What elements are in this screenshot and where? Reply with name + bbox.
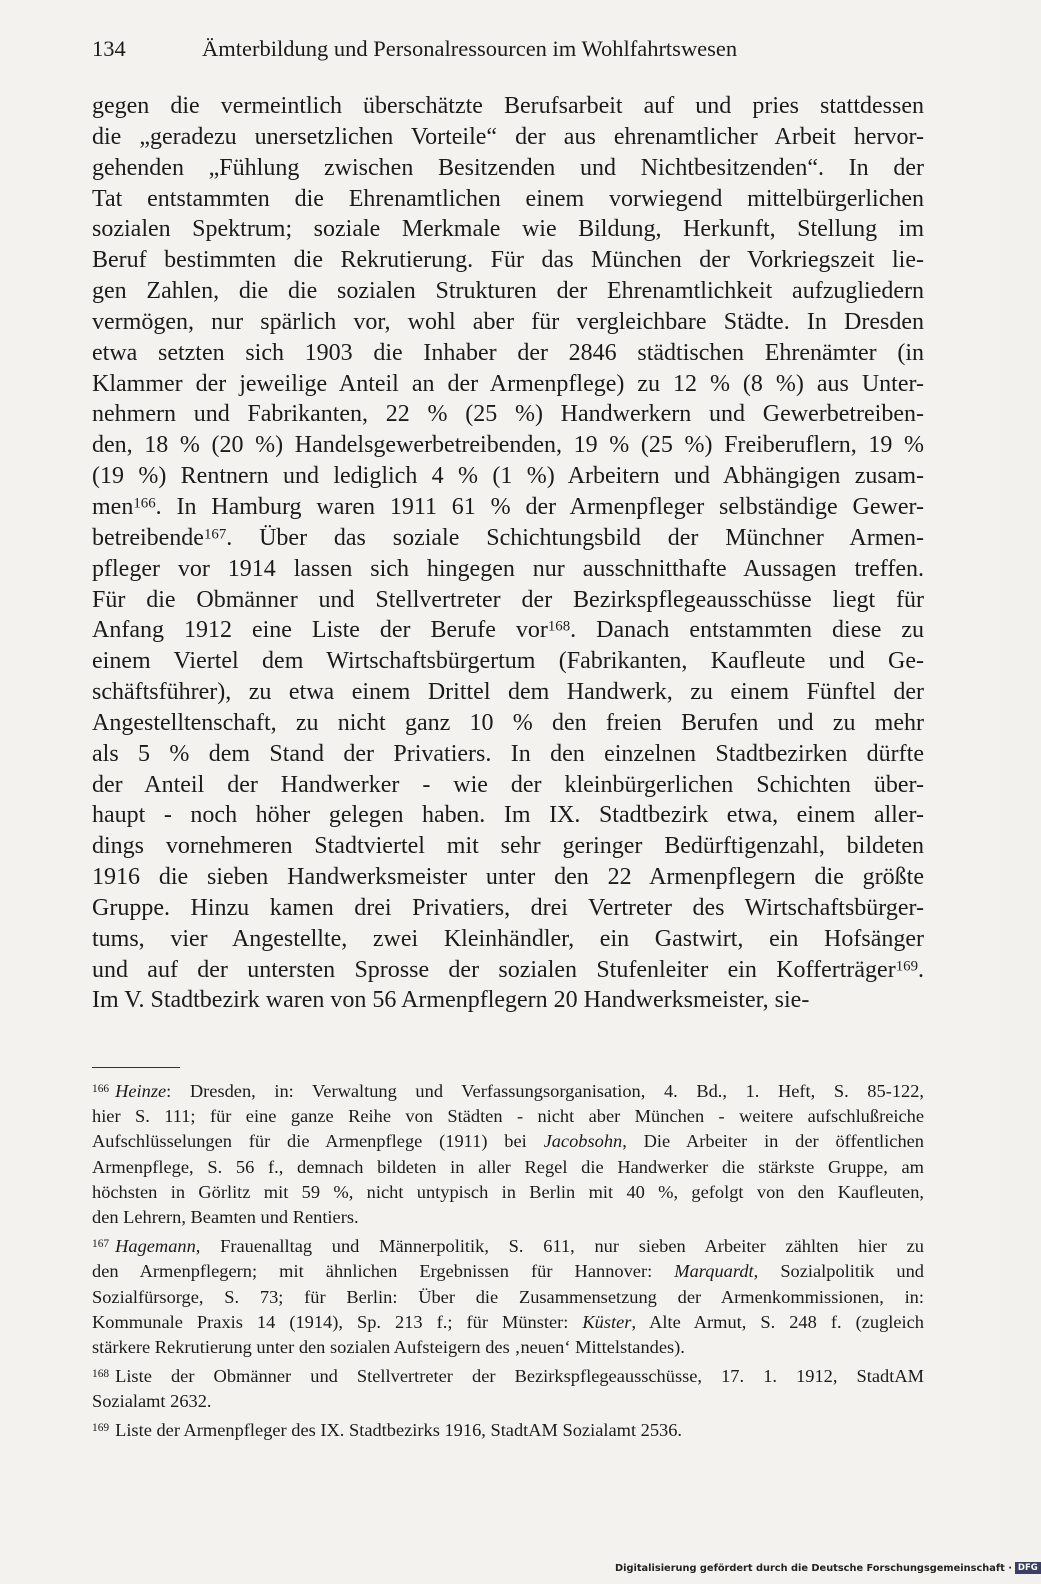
footnote-line: Armenpflege, S. 56 f., demnach bildeten in aller Regel die Handwerker die stärkste Gruppe, am bbox=[92, 1156, 924, 1177]
running-header bbox=[92, 34, 922, 64]
footnote-divider bbox=[92, 1067, 180, 1068]
footnote-author: Marquardt bbox=[674, 1261, 754, 1282]
footnote-text: den Armenpflegern; mit ähnlichen Ergebnissen für Hannover: bbox=[92, 1261, 675, 1282]
dfg-logo: DFG bbox=[1015, 1562, 1041, 1574]
footnote-line bbox=[92, 1310, 924, 1335]
text-line: 1916 die sieben Handwerksmeister unter den 22 Armenpflegern die größte bbox=[92, 864, 924, 891]
text-line: haupt - noch höher gelegen haben. Im IX. Stadtbezirk etwa, einem aller- bbox=[92, 802, 924, 829]
footnote-ref-169[interactable]: 169 bbox=[895, 957, 918, 974]
footnote-text: Liste der Obmänner und Stellvertreter der Bezirkspflegeausschüsse, 17. 1. 1912, StadtAM bbox=[115, 1366, 924, 1387]
text-line: tums, vier Angestellte, zwei Kleinhändler, ein Gastwirt, ein Hofsänger bbox=[92, 925, 924, 952]
page-number: 134 bbox=[92, 36, 126, 61]
footnote-168 bbox=[92, 1364, 924, 1389]
footnote-ref-167[interactable]: 167 bbox=[203, 526, 227, 543]
text-line: die „geradezu unersetzlichen Vorteile“ der aus ehrenamtlicher Arbeit hervor- bbox=[92, 123, 924, 150]
digitization-text: Digitalisierung gefördert durch die Deutsche Forschungsgemeinschaft · bbox=[615, 1563, 1012, 1574]
footnote-text: Kommunale Praxis 14 (1914), Sp. 213 f.; für Münster: bbox=[92, 1311, 583, 1332]
footnote-author: Jacobsohn bbox=[543, 1131, 623, 1152]
footnote-line: Sozialamt 2632. bbox=[92, 1391, 212, 1412]
text-line bbox=[92, 955, 924, 986]
text-line: pfleger vor 1914 lassen sich hingegen nur ausschnitthafte Aussagen treffen. bbox=[92, 555, 924, 582]
footnote-text: Liste der Armenpfleger des IX. Stadtbezirks 1916, StadtAM Sozialamt 2536. bbox=[115, 1420, 683, 1441]
footnote-text: : Dresden, in: Verwaltung und Verfassungsorganisation, 4. Bd., 1. Heft, S. 85-122, bbox=[166, 1081, 924, 1101]
footnote-text: , Sozialpolitik und bbox=[753, 1261, 924, 1282]
footnote-author: Hagemann bbox=[115, 1236, 196, 1257]
text-line bbox=[92, 492, 924, 523]
text-line: einem Viertel dem Wirtschaftsbürgertum (Fabrikanten, Kaufleute und Ge- bbox=[92, 648, 924, 675]
footnotes bbox=[92, 1079, 924, 1444]
footnote-number: 168 bbox=[92, 1367, 110, 1380]
text-fragment: . Danach entstammten diese zu bbox=[570, 617, 924, 644]
text-line: Für die Obmänner und Stellvertreter der Bezirkspflegeausschüsse liegt für bbox=[92, 586, 924, 613]
footnote-author: Heinze bbox=[115, 1081, 167, 1101]
footnote-167 bbox=[92, 1234, 924, 1259]
text-line: Klammer der jeweilige Anteil an der Armenpflege) zu 12 % (8 %) aus Unter- bbox=[92, 370, 924, 397]
text-line: Gruppe. Hinzu kamen drei Privatiers, drei Vertreter des Wirtschaftsbürger- bbox=[92, 894, 924, 921]
footnote-text: , Frauenalltag und Männerpolitik, S. 611, nur sieben Arbeiter zählten hier zu bbox=[195, 1236, 924, 1257]
text-line: nehmern und Fabrikanten, 22 % (25 %) Handwerkern und Gewerbetreiben- bbox=[92, 401, 924, 428]
digitization-notice bbox=[615, 1560, 1038, 1578]
text-line: gehenden „Fühlung zwischen Besitzenden und Nichtbesitzenden“. In der bbox=[92, 154, 924, 181]
footnote-number: 167 bbox=[92, 1238, 110, 1250]
text-line: dings vornehmeren Stadtviertel mit sehr geringer Bedürftigenzahl, bildeten bbox=[92, 833, 924, 860]
footnote-line: den Lehrern, Beamten und Rentiers. bbox=[92, 1206, 359, 1227]
footnote-ref-166[interactable]: 166 bbox=[133, 495, 156, 512]
text-line: (19 %) Rentnern und lediglich 4 % (1 %) Arbeitern und Abhängigen zusam- bbox=[92, 463, 924, 490]
text-line: gegen die vermeintlich überschätzte Berufsarbeit auf und pries stattdessen bbox=[92, 93, 924, 119]
text-fragment: und auf der untersten Sprosse der sozialen Stufenleiter ein Kofferträger bbox=[92, 956, 896, 983]
text-line: den, 18 % (20 %) Handelsgewerbetreibenden, 19 % (25 %) Freiberuflern, 19 % bbox=[92, 432, 924, 459]
footnote-number: 169 bbox=[92, 1422, 110, 1435]
text-line: der Anteil der Handwerker - wie der kleinbürgerlichen Schichten über- bbox=[92, 771, 924, 798]
running-title: Ämterbildung und Personalressourcen im Wohlfahrtswesen bbox=[202, 36, 738, 61]
footnote-line: stärkere Rekrutierung unter den sozialen Aufsteigern des ‚neuen‘ Mittelstandes). bbox=[92, 1336, 685, 1357]
text-fragment: . In Hamburg waren 1911 61 % der Armenpfleger selbständige Gewer- bbox=[155, 493, 924, 520]
text-line: sozialen Spektrum; soziale Merkmale wie Bildung, Herkunft, Stellung im bbox=[92, 216, 924, 243]
text-line: als 5 % dem Stand der Privatiers. In den einzelnen Stadtbezirken dürfte bbox=[92, 740, 924, 767]
text-fragment: men bbox=[92, 493, 134, 520]
footnote-text: , Die Arbeiter in der öffentlichen bbox=[622, 1131, 924, 1152]
footnote-author: Küster bbox=[582, 1311, 632, 1332]
text-fragment: Anfang 1912 eine Liste der Berufe vor bbox=[92, 617, 548, 644]
footnote-169 bbox=[92, 1418, 924, 1443]
text-line: vermögen, nur spärlich vor, wohl aber für vergleichbare Städte. In Dresden bbox=[92, 308, 924, 335]
footnote-ref-168[interactable]: 168 bbox=[547, 618, 571, 635]
footnote-number: 166 bbox=[92, 1082, 110, 1095]
text-line: schäftsführer), zu etwa einem Drittel dem Handwerk, zu einem Fünftel der bbox=[92, 679, 924, 706]
footnote-line: hier S. 111; für eine ganze Reihe von Städten - nicht aber München - weitere aufschlußreiche bbox=[92, 1106, 924, 1127]
text-line: Angestelltenschaft, zu nicht ganz 10 % den freien Berufen und zu mehr bbox=[92, 709, 924, 736]
text-line: gen Zahlen, die die sozialen Strukturen der Ehrenamtlichkeit aufzugliedern bbox=[92, 278, 924, 305]
text-fragment: . Über das soziale Schichtungsbild der Münchner Armen- bbox=[226, 524, 924, 551]
footnote-line bbox=[92, 1129, 924, 1154]
text-line: Tat entstammten die Ehrenamtlichen einem vorwiegend mittelbürgerlichen bbox=[92, 185, 924, 212]
body-text bbox=[92, 91, 924, 1016]
footnote-text: Aufschlüsselungen für die Armenpflege (1911) bei bbox=[92, 1131, 544, 1152]
footnote-166 bbox=[92, 1079, 924, 1104]
text-line bbox=[92, 615, 924, 646]
text-line: etwa setzten sich 1903 die Inhaber der 2846 städtischen Ehrenämter (in bbox=[92, 339, 924, 366]
footnote-line: höchsten in Görlitz mit 59 %, nicht untypisch in Berlin mit 40 %, gefolgt von den Kaufleuten, bbox=[92, 1181, 924, 1202]
text-line bbox=[92, 523, 924, 554]
footnote-text: , Alte Armut, S. 248 f. (zugleich bbox=[631, 1311, 924, 1332]
footnote-line: Sozialfürsorge, S. 73; für Berlin: Über die Zusammensetzung der Armenkommissionen, in: bbox=[92, 1286, 924, 1307]
text-fragment: . bbox=[918, 956, 924, 983]
text-line: Im V. Stadtbezirk waren von 56 Armenpflegern 20 Handwerksmeister, sie- bbox=[92, 987, 810, 1014]
footnote-line bbox=[92, 1259, 924, 1284]
text-line: Beruf bestimmten die Rekrutierung. Für das München der Vorkriegszeit lie- bbox=[92, 247, 924, 274]
text-fragment: betreibende bbox=[92, 524, 204, 551]
